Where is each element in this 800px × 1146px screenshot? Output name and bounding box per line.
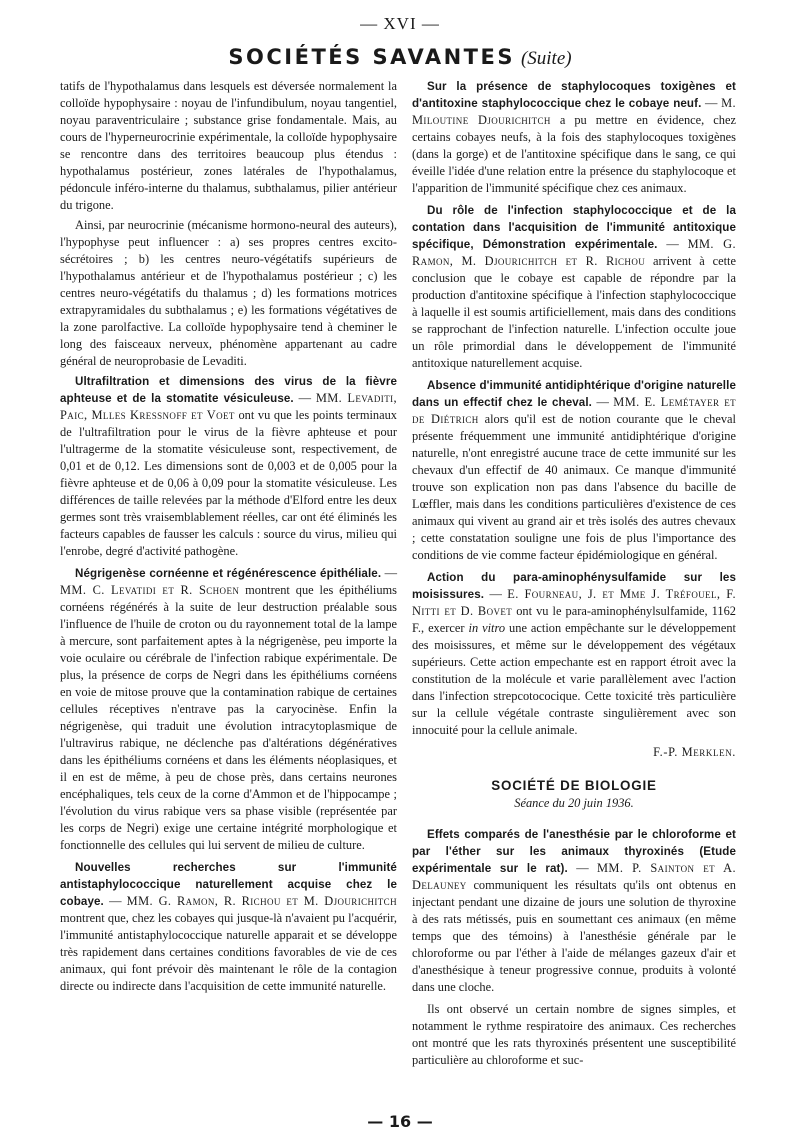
page-roman-numeral: — XVI — xyxy=(360,14,440,33)
article-authors: MM. G. Ramon, M. Djourichitch et R. Richou xyxy=(412,237,736,268)
article-authors: MM. C. Levatidi et R. Schoen xyxy=(60,583,240,597)
article-body: montrent que les épithéliums cornéens régénérés à la suite de leur destruction préalable sous l'influence de l'huile de croton ou du rayonnement total de la lampe à mercure, sont parfaitement aptes à la négrigenèse, peu importe la voie oculaire ou cérébrale de l'infection rabique expérimentale. De plus, la présence de corps de Negri dans les épithéliums cornéens en voie de mitose prouve que la contamination rabique de certaines cellules réceptives n'entrave pas la caryocinèse. Enfin la négrigenèse, qui traduit une évolution intracytoplasmique de l'ultravirus rabique, ne déclenche pas d'altérations dégénératives dans les épithéliums cornéens et dans les éléments néoplasiques, et il en est de même, à peu de chose près, dans certains neurones encéphaliques, tels ceux de la corne d'Ammon et de l'hippocampe ; l'évolution du virus rabique vers sa phase visible (représentée par les corps de Negri) exige une certaine intégrité morphologique et fonctionnelle des cellules qui lui servent de milieu de culture. xyxy=(60,583,397,852)
signature xyxy=(412,744,736,761)
section-title-suite: (Suite) xyxy=(520,48,572,69)
article-title: Effets comparés de l'anesthésie par le chloroforme et par l'éther sur les animaux thyroxinés (Etude expérimentale sur le rat). xyxy=(412,828,736,875)
left-column xyxy=(60,78,397,1000)
article-authors: M. Miloutine Djourichitch xyxy=(412,96,736,127)
article-immunite-antidiphterique: Absence d'immunité antidiphtérique d'origine naturelle dans un effectif chez le cheval. — MM. E. Lemétayer et de Diétrich alors qu'il est de notion courante que le cheval présente fréquemment une immunité antidiphtérique d'origine naturelle, n'ont enregistré aucune trace de cette immunité sur les chevaux d'un effectif de 40 animaux. Ce manque d'immunité trouve son explication non pas dans l'absence du bacille de Lœffler, mais dans les conditions particulières d'existence de ces animaux qui vivent au grand air et très isolés des autres chevaux ; cette constatation souligne une fois de plus l'importance des conditions de vie comme facteur épidémiologique en général. xyxy=(412,379,737,562)
article-body: montrent que, chez les cobayes qui jusque-là n'avaient pu l'acquérir, l'immunité antistaphylococcique naturelle apparait et se développe très rapidement dans certaines conditions favorables de vie de ces animaux, qui font prévoir dès maintenant le rôle de la contagion directe ou indirecte dans l'acquisition de cette immunité naturelle. xyxy=(60,911,397,993)
article-authors: MM. Levaditi, Paic, Mlles Kressnoff et Voet xyxy=(60,391,397,422)
paragraph-neurocrinie: Ainsi, par neurocrinie (mécanisme hormono-neural des auteurs), l'hypophyse peut influencer : a) ses propres centres excito-sécrétoires ; b) les centres neuro-végétatifs supérieurs de l'hypothalamus antérieur et de l'hypothalamus postérieur ; c) les centres neuro-végétatifs du thalamus ; d) les formations motrices extrapyramidales du subthalamus ; e) les formations végétatives de la zone parolfactive. La colloïde hypophysaire tend à cheminer le long des faisceaux nerveux, phénomène appartenant au cadre général de neuroprobasie de Levaditi. xyxy=(60,218,397,368)
right-column xyxy=(412,78,736,1072)
article-body: arrivent à cette conclusion que le cobaye est capable de répondre par la production d'antitoxine spécifique à l'infection staphylococcique à laquelle il est soumis artificiellement, mais dans des conditions se rapprochant de l'infection naturelle. L'infection occulte joue un rôle primordial dans le développement de l'immunité antitoxique naturellement acquise. xyxy=(412,254,736,370)
article-title: Du rôle de l'infection staphylococcique et de la contation dans l'acquisition de l'immunité antitoxique spécifique, Démonstration expérimentale. xyxy=(412,204,736,251)
article-body: alors qu'il est de notion courante que le cheval présente fréquemment une immunité antidiphtérique d'origine naturelle, n'ont enregistré aucune trace de cette immunité sur les chevaux d'un effectif de 40 animaux. Ce manque d'immunité trouve son explication non pas dans l'absence du bacille de Lœffler, mais dans les conditions particulières d'existence de ces animaux qui vivent au grand air et très isolés des autres chevaux ; cette constatation souligne une fois de plus l'importance des conditions de vie comme facteur épidémiologique en général. xyxy=(412,412,736,562)
paragraph-observations: Ils ont observé un certain nombre de signes simples, et notamment le rythme respiratoire des animaux. Ces recherches ont montré que les rats thyroxinés présentent une susceptibilité particulière au chloroforme et suc- xyxy=(412,1002,736,1067)
article-infection-staphylococcique: Du rôle de l'infection staphylococcique et de la contation dans l'acquisition de l'immunité antitoxique spécifique, Démonstration expérimentale. — MM. G. Ramon, M. Djourichitch et R. Richou arrivent à cette conclusion que le cobaye est capable de répondre par la production d'antitoxine spécifique à l'infection staphylococcique à laquelle il est soumis artificiellement, mais dans des conditions se rapprochant de l'infection naturelle. L'infection occulte joue un rôle primordial dans le développement de l'immunité antitoxique naturellement acquise. xyxy=(412,204,736,370)
article-body: une action empêchante sur le développement des moisissures, et même sur le développement des végétaux supérieurs. Cette action empechante est en rapport étroit avec la constitution de la molécule et varie parallèlement avec l'action dans l'infection strepcotococique. Cette toxicité très particulière sur la cellule végétale contraste singulièrement avec son innocuité pour la cellule animale. xyxy=(412,621,737,737)
seance-date: Séance du 20 juin 1936. xyxy=(514,796,634,810)
article-title: Sur la présence de staphylocoques toxigènes et d'antitoxine staphylococcique chez le cobaye neuf. xyxy=(412,80,736,110)
article-negrigenese: Négrigenèse cornéenne et régénérescence épithéliale. — MM. C. Levatidi et R. Schoen montrent que les épithéliums cornéens régénérés à la suite de leur destruction préalable sous l'influence de l'huile de croton ou du rayonnement total de la lampe à mercure, sont parfaitement aptes à la négrigenèse, peu importe la voie oculaire ou cérébrale de l'infection rabique expérimentale. De plus, la présence de corps de Negri dans les épithéliums cornéens en voie de mitose prouve que la contamination rabique de certaines cellules réceptives n'entrave pas la caryocinèse. Enfin la négrigenèse, qui traduit une évolution intracytoplasmique de l'ultravirus rabique, ne déclenche pas d'altérations dégénératives dans les épithéliums cornéens et dans les éléments néoplasiques, et il en est de même, à peu de chose près, dans certains neurones encéphaliques, tels ceux de la corne d'Ammon et de l'hippocampe ; l'évolution du virus rabique vers sa phase visible (représentée par les corps de Negri) exige une certaine intégrité morphologique et fonctionnelle des cellules qui lui servent de milieu de culture. xyxy=(60,566,397,852)
page-number: — 16 — xyxy=(367,1112,433,1131)
article-authors: E. Fourneau, J. et Mme J. Tréfouel, F. Nitti et D. Bovet xyxy=(412,587,736,618)
section-title xyxy=(0,44,800,72)
article-title: Absence d'immunité antidiphtérique d'origine naturelle dans un effectif chez le cheval. xyxy=(412,379,736,409)
article-authors: MM. P. Sainton et A. Delauney xyxy=(412,861,736,892)
article-anesthesie-thyroxines: Effets comparés de l'anesthésie par le chloroforme et par l'éther sur les animaux thyroxinés (Etude expérimentale sur le rat). — MM. P. Sainton et A. Delauney communiquent les résultats qu'ils ont obtenus en injectant pendant une dizaine de jours une solution de thyroxine à des rats métissés, puis en soumettant ces animaux (en même temps que des témoins) à l'anesthésie générale par le chloroforme ou par l'éther à l'aide de mélanges gazeux d'air et d'anesthésique à teneur progressive connue, produits à volonté dans une cloche. xyxy=(412,828,736,994)
article-authors: MM. G. Ramon, R. Richou et M. Djourichitch xyxy=(126,894,397,908)
article-authors: MM. E. Lemétayer et de Diétrich xyxy=(412,395,737,426)
article-staphylocoques-toxigenes: Sur la présence de staphylocoques toxigènes et d'antitoxine staphylococcique chez le cobaye neuf. — M. Miloutine Djourichitch a pu mettre en évidence, chez certains cobayes neufs, à la fois des staphylocoques toxigènes (dans la gorge) et de l'antitoxine spécifique dans le sang, ce qui éveille l'idée d'une relation entre la présence du staphylocoque et l'apparition de l'immunité spécifique chez ces animaux. xyxy=(412,80,736,195)
article-title: Négrigenèse cornéenne et régénérescence épithéliale. xyxy=(75,567,382,580)
article-body: communiquent les résultats qu'ils ont obtenus en injectant pendant une dizaine de jours une solution de thyroxine à des rats métissés, puis en soumettant ces animaux (en même temps que des témoins) à l'anesthésie générale par le chloroforme ou par l'éther à l'aide de mélanges gazeux d'air et d'anesthésique à teneur progressive connue, produits à volonté dans une cloche. xyxy=(412,878,736,994)
article-body: ont vu le para-aminophénylsulfamide, 1162 F., exercer xyxy=(412,604,736,635)
article-title: Ultrafiltration et dimensions des virus de la fièvre aphteuse et de la stomatite vésiculeuse. xyxy=(60,375,397,405)
article-body: a pu mettre en évidence, chez certains cobayes neufs, à la fois des staphylocoques toxigènes (dans la gorge) et de l'antitoxine spécifique dans le sang, ce qui éveille l'idée d'une relation entre la présence du staphylocoque et l'apparition de l'immunité spécifique chez ces animaux. xyxy=(412,113,736,195)
article-title: Action du para-aminophénysulfamide sur les moisissures. xyxy=(412,571,736,601)
article-immunite-antistaphylococcique: Nouvelles recherches sur l'immunité antistaphylococcique naturellement acquise chez le cobaye. — MM. G. Ramon, R. Richou et M. Djourichitch montrent que, chez les cobayes qui jusque-là n'avaient pu l'acquérir, l'immunité antistaphylococcique naturelle apparait et se développe très rapidement dans certaines conditions favorables de vie de ces animaux, qui font prévoir dès maintenant le rôle de la contagion directe ou indirecte dans l'acquisition de cette immunité naturelle. xyxy=(60,861,397,993)
article-ultrafiltration: Ultrafiltration et dimensions des virus de la fièvre aphteuse et de la stomatite vésiculeuse. — MM. Levaditi, Paic, Mlles Kressnoff et Voet ont vu que les points terminaux de l'ultrafiltration pour le virus de la fièvre aphteuse et pour l'ultragerme de la stomatite vésiculeuse sont, respectivement, de 0,01 et de 0,12. Les dimensions sont de 0,003 et de 0,005 pour la fièvre aphteuse et de 0,06 à 0,09 pour la stomatite vésiculeuse. Les différences de taille relevées par la méthode d'Elford entre les deux germes sont très vraisemblablement réelles, car ont été éliminés les facteurs capables de fausser les calculs : source du virus, milieu qui l'enrobe, degré d'activité pathogène. xyxy=(60,375,397,558)
article-body: ont vu que les points terminaux de l'ultrafiltration pour le virus de la fièvre aphteuse et pour l'ultragerme de la stomatite vésiculeuse sont, respectivement, de 0,01 et de 0,12. Les dimensions sont de 0,003 et de 0,005 pour la fièvre aphteuse et de 0,06 à 0,09 pour la stomatite vésiculeuse. Les différences de taille relevées par la méthode d'Elford entre les deux germes sont très vraisemblablement réelles, car ont été éliminés les facteurs capables de fausser les calculs : source du virus, milieu qui l'enrobe, degré d'activité pathogène. xyxy=(60,408,397,558)
section-title-text: SOCIÉTÉS SAVANTES xyxy=(228,45,515,69)
paragraph-hypothalamus-continued: tatifs de l'hypothalamus dans lesquels est déversée normalement la colloïde hypophysaire : noyau de l'infundibulum, noyau tangentiel, noyau paraventriculaire ; substance grise fondamentale. Mais, au cours de l'hyperneurocrinie expérimentale, la colloïde hypophysaire se rencontre dans des territoires beaucoup plus étendus : hypothalamus postérieur, zones latérales de l'hypothalamus, pédoncule inféro-interne du thalamus, subthalamus, pilier antérieur du trigone. xyxy=(60,79,397,212)
article-title: Nouvelles recherches sur l'immunité antistaphylococcique naturellement acquise chez le cobaye. xyxy=(60,861,397,908)
signature-name: F.-P. Merklen. xyxy=(653,745,736,759)
article-para-aminophenysulfamide: Action du para-aminophénysulfamide sur les moisissures. — E. Fourneau, J. et Mme J. Tréfouel, F. Nitti et D. Bovet ont vu le para-aminophénylsulfamide, 1162 F., exercer in vitro une action empêchante sur le développement des moisissures, et même sur le développement des végétaux supérieurs. Cette action empechante est en rapport étroit avec la constitution de la molécule et varie parallèlement avec l'action dans l'infection strepcotococique. Cette toxicité très particulière sur la cellule végétale contraste singulièrement avec son innocuité pour la cellule animale. xyxy=(412,571,737,737)
society-heading: SOCIÉTÉ DE BIOLOGIE xyxy=(491,778,657,793)
article-body-italic: in vitro xyxy=(468,621,506,635)
